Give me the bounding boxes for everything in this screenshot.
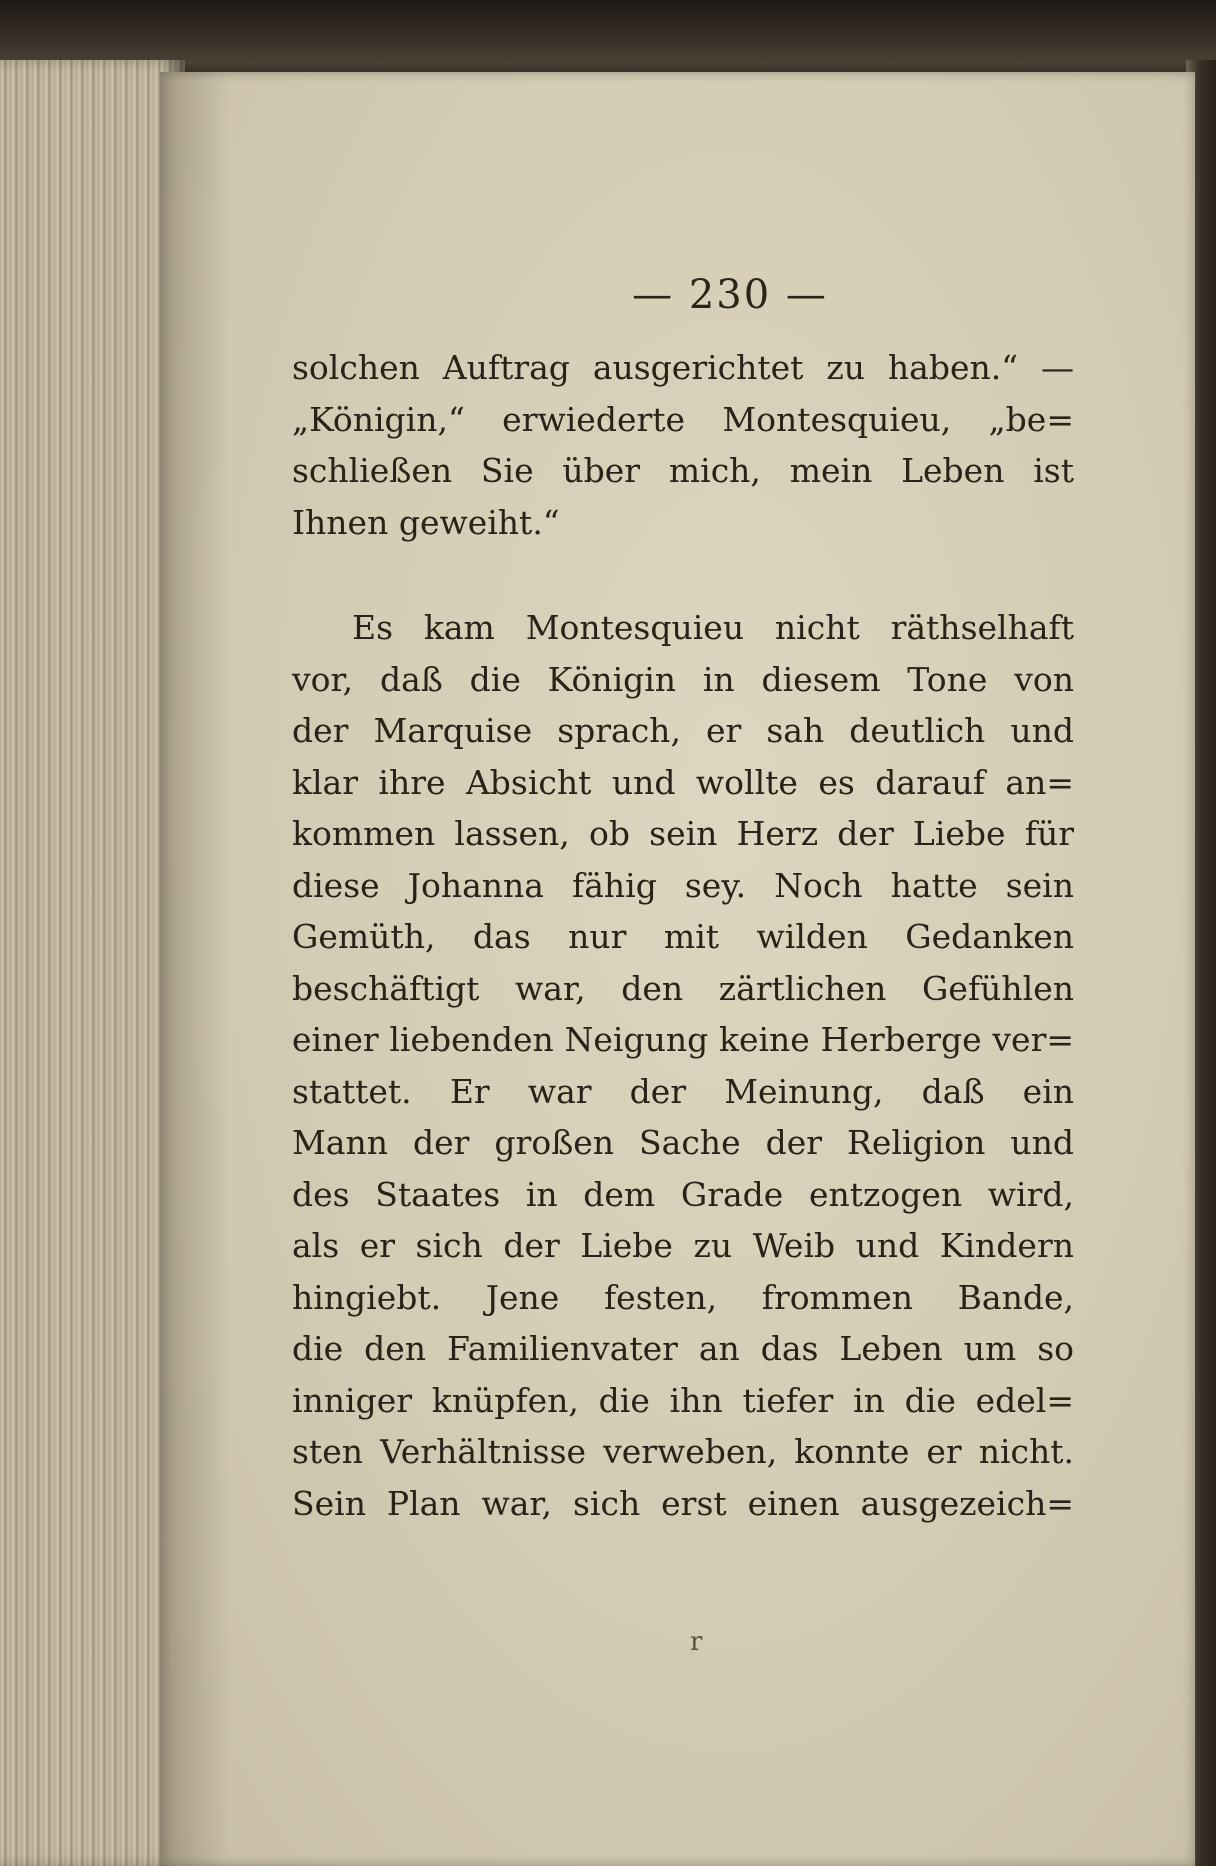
text-line: Es kam Montesquieu nicht räthselhaft bbox=[352, 608, 1074, 647]
text-line: inniger knüpfen, die ihn tiefer in die edel= bbox=[292, 1380, 1074, 1420]
body-text bbox=[292, 342, 1074, 1529]
catchword: r bbox=[690, 1627, 703, 1657]
text-line: „Königin,“ erwiederte Montesquieu, „be= bbox=[292, 399, 1074, 439]
text-line: klar ihre Absicht und wollte es darauf an= bbox=[292, 762, 1074, 802]
text-line: vor, daß die Königin in diesem Tone von bbox=[292, 659, 1074, 699]
text-line: kommen lassen, ob sein Herz der Liebe für bbox=[292, 814, 1074, 853]
text-line: beschäftigt war, den zärtlichen Gefühlen bbox=[292, 968, 1074, 1008]
text-line: solchen Auftrag ausgerichtet zu haben.“ — bbox=[292, 348, 1074, 387]
text-line: sten Verhältnisse verweben, konnte er nicht. bbox=[292, 1432, 1074, 1471]
paragraph-gap bbox=[292, 548, 1074, 602]
text-line: Mann der großen Sache der Religion und bbox=[292, 1123, 1074, 1162]
page-edges-left bbox=[0, 60, 185, 1866]
text-line: der Marquise sprach, er sah deutlich und bbox=[292, 711, 1074, 750]
text-line: Sein Plan war, sich erst einen ausgezeich= bbox=[292, 1483, 1074, 1523]
text-line: des Staates in dem Grade entzogen wird, bbox=[292, 1174, 1074, 1214]
text-line: die den Familienvater an das Leben um so bbox=[292, 1329, 1074, 1368]
text-line: stattet. Er war der Meinung, daß ein bbox=[292, 1071, 1074, 1111]
gutter-shadow bbox=[160, 72, 230, 1866]
text-line: Gemüth, das nur mit wilden Gedanken bbox=[292, 917, 1074, 956]
text-line: als er sich der Liebe zu Weib und Kindern bbox=[292, 1226, 1074, 1265]
text-line: Ihnen geweiht.“ bbox=[292, 502, 560, 542]
text-line: schließen Sie über mich, mein Leben ist bbox=[292, 451, 1074, 490]
text-line: einer liebenden Neigung keine Herberge ver= bbox=[292, 1020, 1074, 1059]
text-line: hingiebt. Jene festen, frommen Bande, bbox=[292, 1277, 1074, 1317]
page-number: — 230 — bbox=[632, 272, 828, 318]
book-page bbox=[160, 72, 1195, 1866]
text-line: diese Johanna fähig sey. Noch hatte sein bbox=[292, 865, 1074, 905]
